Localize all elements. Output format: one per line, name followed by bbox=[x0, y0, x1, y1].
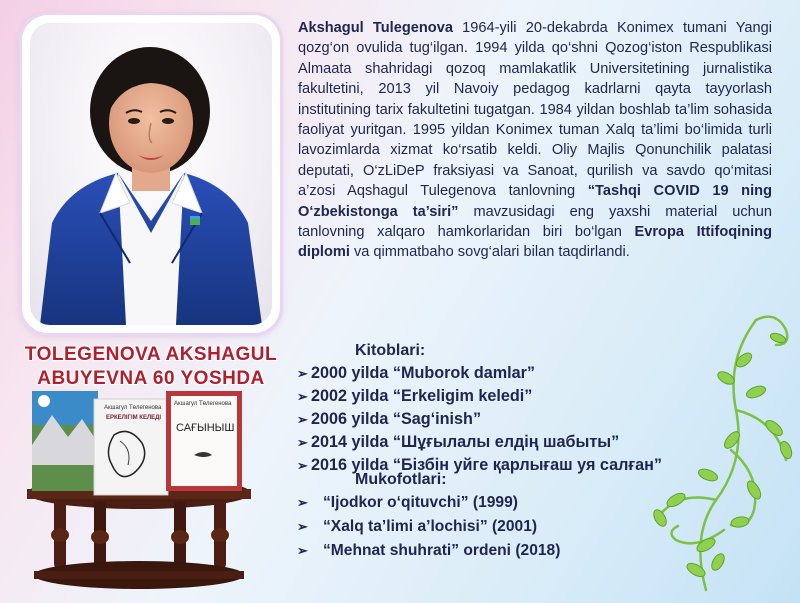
award-item-label: “Xalq ta’limi a’lochisi” (2001) bbox=[323, 518, 538, 535]
jubilee-title-line1: TOLEGENOVA AKSHAGUL bbox=[24, 344, 278, 365]
arrow-bullet-icon: ➢ bbox=[297, 366, 308, 381]
awards-heading: Mukofotlari: bbox=[355, 471, 447, 488]
bio-end: va qimmatbaho sovg‘alari bilan taqdirlandi. bbox=[349, 244, 630, 261]
award-item-label: “Ijodkor o‘qituvchi” (1999) bbox=[323, 494, 518, 511]
arrow-bullet-icon: ➢ bbox=[297, 412, 308, 427]
award-item-label: “Mehnat shuhrati” ordeni (2018) bbox=[323, 542, 561, 559]
portrait-photo bbox=[30, 23, 272, 325]
arrow-bullet-icon: ➢ bbox=[297, 495, 308, 510]
arrow-bullet-icon: ➢ bbox=[297, 389, 308, 404]
book-item-label: 2006 yilda “Sag‘inish” bbox=[311, 410, 482, 428]
bio-award-org: Evropa Ittifoqining diplomi bbox=[298, 224, 773, 261]
bio-intro: 1964-yili 20-dekabrda Konimex tumani Yangi qozg‘on ovulida tug‘ilgan. 1994 yilda qo‘shni Qozog‘iston Respublikasi Almaata shahridagi qozoq mamlakatlik Universitetining jurnalistika fakultetini, 2013 yil Navoiy pedagog kadrlarni qayta tayyorlash institutining tarix fakultetini tugatgan. 1984 yildan boshlab ta’lim sohasida faoliyat yuritgan. 1995 yildan Konimex tuman Xalq ta’limi bo‘limida turli lavozimlarda xizmat ko‘rsatib keldi. Oliy Majlis Qonunchilik palatasi deputati, O‘zLiDeP fraksiyasi va Sanoat, qurilish va savdo qo‘mitasi a’zosi Aqshagul Tulegenova tanlovning bbox=[298, 20, 772, 200]
bio-name: Akshagul Tulegenova bbox=[298, 20, 453, 36]
books-heading: Kitoblari: bbox=[355, 342, 426, 359]
bio-middle: mavzusidagi eng yaxshi material uchun tanlovning xalqaro hamkorlaridan biri bo‘lgan bbox=[298, 203, 772, 241]
book-item-label: 2000 yilda “Muborok damlar” bbox=[311, 364, 536, 382]
arrow-bullet-icon: ➢ bbox=[297, 519, 308, 534]
arrow-bullet-icon: ➢ bbox=[297, 435, 308, 450]
book-item-label: 2002 yilda “Erkeligim keledi” bbox=[311, 387, 533, 405]
cover2-author: Акшагул Төлегенова bbox=[174, 401, 232, 407]
jubilee-title-line2: ABUYEVNA 60 YOSHDA bbox=[37, 368, 265, 389]
cover1-title: ЕРКЕЛІГІМ КЕЛЕДІ bbox=[106, 415, 162, 421]
arrow-bullet-icon: ➢ bbox=[297, 543, 308, 558]
portrait-frame bbox=[22, 15, 280, 333]
jubilee-title bbox=[10, 343, 292, 391]
book-item-label: 2016 yilda “Бізбін уйге қарлығаш уя салған” bbox=[311, 456, 662, 474]
arrow-bullet-icon: ➢ bbox=[297, 458, 308, 473]
cover2-title: САҒЫНЫШ bbox=[176, 422, 235, 434]
book-item-label: 2014 yilda “Шұғылалы елдің шабыты” bbox=[311, 433, 620, 451]
bio-topic: “Tashqi COVID 19 ning O‘zbekistonga ta’siri” bbox=[298, 183, 772, 220]
green-vine-decoration bbox=[636, 300, 800, 603]
biography-text bbox=[298, 18, 772, 263]
cover1-author: Акшагул Төлегенова bbox=[104, 405, 162, 411]
books-on-table-illustration bbox=[24, 385, 274, 595]
